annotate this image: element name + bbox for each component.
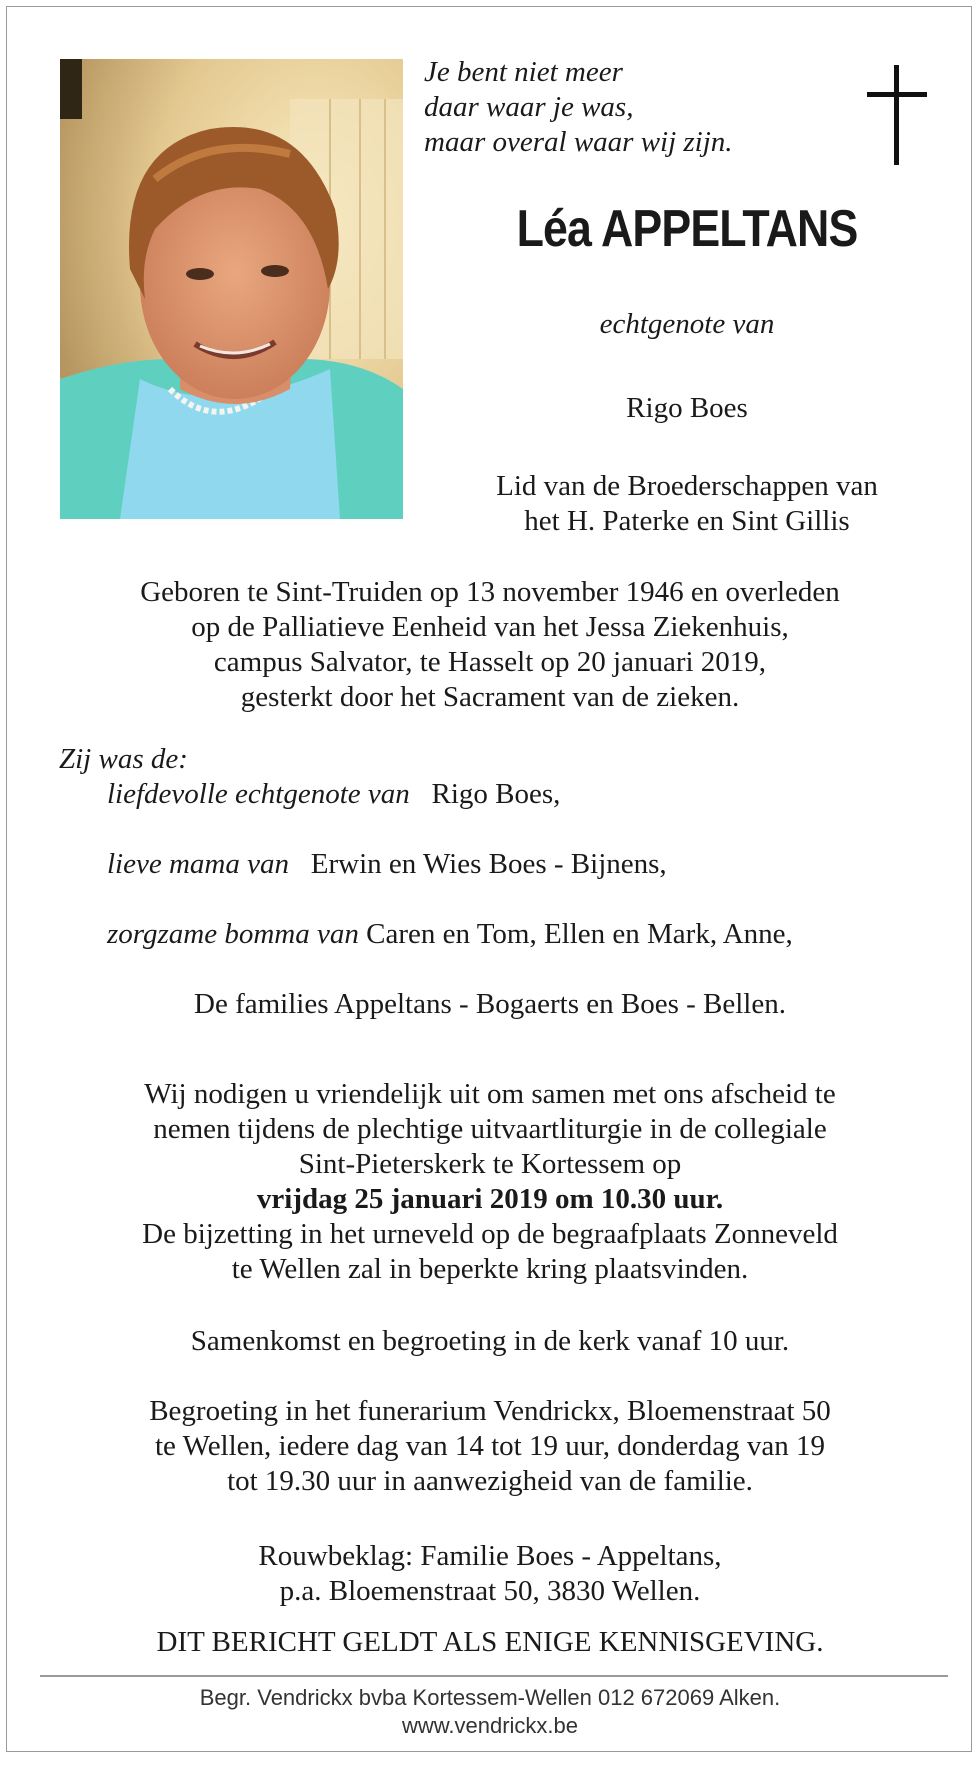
- footer-website[interactable]: www.vendrickx.be: [401, 1713, 579, 1738]
- relation-names: Erwin en Wies Boes - Bijnens,: [310, 848, 667, 880]
- membership-line: Lid van de Broederschappen van: [496, 470, 878, 502]
- cross-icon: [867, 65, 927, 165]
- service-datetime: vrijdag 25 januari 2019 om 10.30 uur.: [256, 1183, 724, 1215]
- gathering-line: Samenkomst en begroeting in de kerk vanaf 10 uur.: [190, 1325, 790, 1357]
- invitation-line: nemen tijdens de plechtige uitvaartliturgie in de collegiale: [153, 1113, 827, 1145]
- burial-line: De bijzetting in het urneveld op de begraafplaats Zonneveld: [142, 1218, 838, 1250]
- invitation-line: Sint-Pieterskerk te Kortessem op: [298, 1148, 682, 1180]
- poem-line: maar overal waar wij zijn.: [424, 126, 733, 158]
- relation-names: Caren en Tom, Ellen en Mark, Anne,: [366, 918, 793, 950]
- relation-line: [107, 917, 793, 952]
- spouse-name: Rigo Boes: [626, 392, 748, 424]
- visitation-line: tot 19.30 uur in aanwezigheid van de familie.: [227, 1465, 753, 1497]
- relation-role: liefdevolle echtgenote van: [107, 778, 410, 810]
- deceased-name: Léa APPELTANS: [516, 200, 858, 258]
- mourning-address: [7, 1539, 973, 1609]
- birth-death-line: Geboren te Sint-Truiden op 13 november 1946 en overleden: [140, 576, 840, 608]
- relation-names: Rigo Boes,: [431, 778, 561, 810]
- families-line: De families Appeltans - Bogaerts en Boes - Bellen.: [194, 988, 786, 1020]
- birth-death-line: campus Salvator, te Hasselt op 20 januari 2019,: [213, 646, 767, 678]
- visitation-line: Begroeting in het funerarium Vendrickx, Bloemenstraat 50: [149, 1395, 831, 1427]
- poem: [424, 55, 824, 160]
- mourning-line: p.a. Bloemenstraat 50, 3830 Wellen.: [279, 1575, 701, 1607]
- invitation-block: [7, 1077, 973, 1287]
- portrait-photo: [60, 59, 403, 519]
- footer-divider: [40, 1675, 948, 1677]
- spouse-intro: echtgenote van: [599, 308, 775, 340]
- mourning-line: Rouwbeklag: Familie Boes - Appeltans,: [258, 1540, 722, 1572]
- birth-death-block: [7, 575, 973, 715]
- relation-role: lieve mama van: [107, 848, 289, 880]
- poem-line: daar waar je was,: [424, 91, 634, 123]
- obituary-card: [6, 6, 972, 1752]
- notice-line: DIT BERICHT GELDT ALS ENIGE KENNISGEVING.: [156, 1626, 824, 1658]
- relation-line: [107, 777, 560, 812]
- visitation-line: te Wellen, iedere dag van 14 tot 19 uur, donderdag van 19: [154, 1430, 826, 1462]
- invitation-line: Wij nodigen u vriendelijk uit om samen met ons afscheid te: [144, 1078, 836, 1110]
- burial-line: te Wellen zal in beperkte kring plaatsvinden.: [231, 1253, 749, 1285]
- relations-intro: Zij was de:: [59, 743, 188, 775]
- poem-line: Je bent niet meer: [424, 56, 623, 88]
- footer-company: Begr. Vendrickx bvba Kortessem-Wellen 012 672069 Alken.: [199, 1685, 781, 1710]
- birth-death-line: op de Palliatieve Eenheid van het Jessa Ziekenhuis,: [191, 611, 789, 643]
- birth-death-line: gesterkt door het Sacrament van de zieken.: [240, 681, 740, 713]
- membership-line: het H. Paterke en Sint Gillis: [524, 505, 850, 537]
- relation-line: [107, 847, 667, 882]
- membership: [427, 469, 947, 539]
- relation-role: zorgzame bomma van: [107, 918, 359, 950]
- visitation-block: [7, 1394, 973, 1499]
